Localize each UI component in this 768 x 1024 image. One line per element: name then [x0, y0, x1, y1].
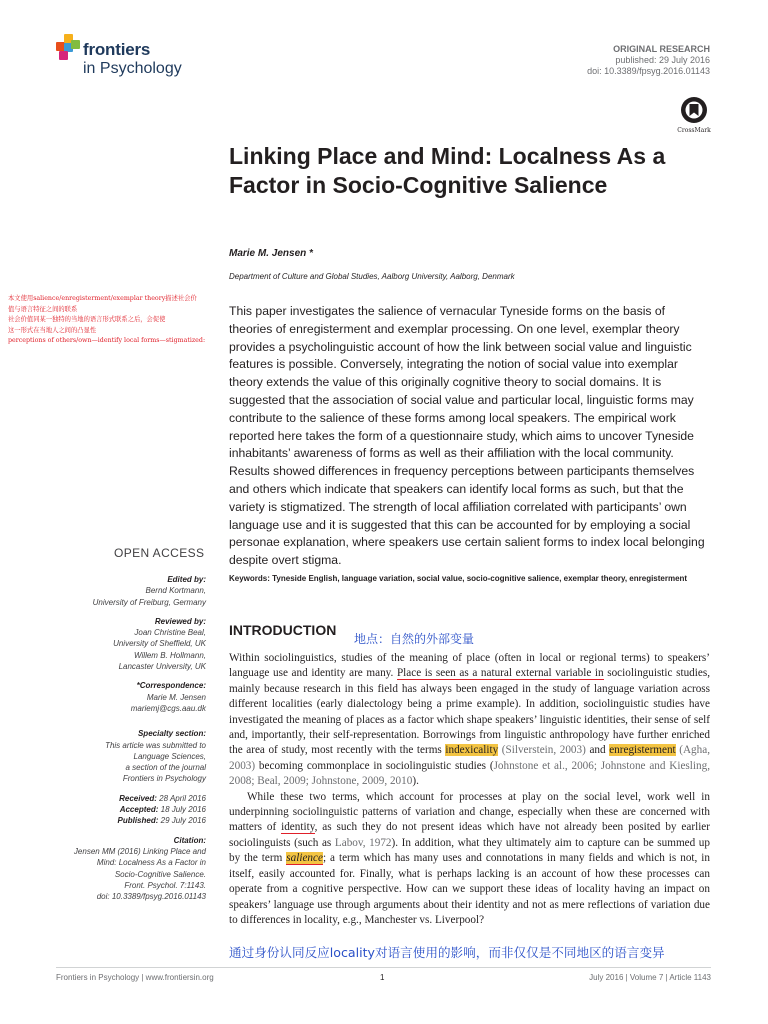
- logo-text-frontiers: frontiers: [83, 40, 151, 59]
- margin-annotation-line: 社会价值同某一独特的当地的语言形式联系之后，会促使: [8, 316, 166, 323]
- keywords: [229, 573, 710, 585]
- article-type: ORIGINAL RESEARCH: [613, 44, 710, 54]
- article-title: Linking Place and Mind: Localness As a Factor in Socio-Cognitive Salience: [229, 143, 666, 198]
- logo-text-journal: in Psychology: [83, 60, 182, 77]
- footer-divider: [56, 967, 711, 968]
- keywords-list: Tyneside English, language variation, social value, socio-cognitive salience, exemplar theory, enregisterment: [272, 574, 688, 583]
- introduction-body: [229, 651, 710, 928]
- received-date: [74, 793, 206, 804]
- editor-line: Bernd Kortmann,: [145, 586, 206, 596]
- specialty-line: a section of the journal: [125, 763, 206, 773]
- published-date: published: 29 July 2016: [615, 55, 710, 65]
- citation-line: Front. Psychol. 7:1143.: [124, 880, 206, 890]
- citation-line: Socio-Cognitive Salience.: [114, 869, 206, 879]
- margin-annotation-line: 本文使用salience/enregisterment/exemplar theory描述社会价: [8, 295, 197, 302]
- specialty-label: Specialty section:: [137, 729, 206, 739]
- accepted-date: [74, 804, 206, 815]
- citation-doi[interactable]: doi: 10.3389/fpsyg.2016.01143: [96, 892, 206, 902]
- citation-line: Jensen MM (2016) Linking Place and: [73, 846, 206, 856]
- author-name[interactable]: Marie M. Jensen *: [229, 248, 313, 259]
- reviewer-line: University of Sheffield, UK: [113, 639, 206, 649]
- introduction-annotation: 地点：自然的外部变量: [354, 632, 475, 646]
- crossmark-icon: [676, 95, 712, 135]
- citation-line: Mind: Localness As a Factor in: [96, 858, 206, 868]
- highlighted-term: indexicality: [445, 744, 499, 757]
- article-info-sidebar: [74, 574, 206, 902]
- reviewer-line: Joan Christine Beal,: [134, 628, 206, 638]
- footer-journal[interactable]: Frontiers in Psychology | www.frontiersin.org: [56, 973, 214, 982]
- specialty-line: This article was submitted to: [105, 740, 206, 750]
- abstract: This paper investigates the salience of vernacular Tyneside forms on the basis of theories of enregisterment and exemplar processing. On one level, exemplar theory provides a psycholinguistic account of how the link between social value and linguistic features is possible. Conversely, integrating the notion of social value into exemplar theory extends the value of this originally cognitive theory to social domains. It is suggested that the association of social value and particular local, linguistic forms may contribute to the salience of these forms among local speakers. The empirical work reported here takes the form of a questionnaire study, which aims to uncover Tyneside inhabitants’ awareness of forms as well as their affiliation with the local community. Results showed differences in frequency perceptions between participants themselves and others which indicate that speakers can identify local forms as such, but that the variety is stigmatized. The strength of local affiliation correlated with participants’ own language use and it is suggested that this can be accounted for by employing a social personae explanation, where speakers use certain salient forms to index local belonging despite overt stigma.: [229, 304, 705, 568]
- specialty-line: Language Sciences,: [133, 751, 206, 761]
- frontiers-logo-icon: [56, 34, 80, 60]
- specialty-line: Frontiers in Psychology: [122, 774, 206, 784]
- published-value: 29 July 2016: [160, 816, 206, 826]
- reviewer-line: Lancaster University, UK: [118, 662, 206, 672]
- citation-link[interactable]: Johnstone et al., 2006; Johnstone and Kiesling, 2008; Beal, 2009; Johnstone, 2009, 2010: [229, 759, 710, 788]
- crossmark-label: CrossMark: [677, 127, 711, 134]
- citation-link[interactable]: (Silverstein, 2003): [498, 744, 586, 757]
- crossmark-badge[interactable]: [676, 95, 712, 135]
- paragraph: While these two terms, which account for processes at play on the social level, work well in underpinning sociolinguistic patterns of variation and change, especially when these are concerned with matters of identity, as such they do not present ideas which have not already been posited by earlier sociolinguists (such as Labov, 1972). In addition, what they ultimately aim to capture can be summed up by the term salience; a term which has many uses and connotations in many fields and which is not, in itself, easily accounted for. Finally, what is perhaps lacking is an account of how these processes can operate from a cognitive perspective. How can we support these ideas of locality having an impact on speakers’ language use through arguments about their identity and not as mere reflections of variation due to differences in locality, e.g., Manchester vs. Liverpool?: [229, 790, 710, 926]
- citation-link[interactable]: Labov, 1972: [334, 836, 392, 849]
- underlined-text: Place is seen as a natural external variable in: [396, 667, 604, 680]
- edited-by-label: Edited by:: [167, 575, 206, 584]
- open-access-label: OPEN ACCESS: [114, 546, 205, 560]
- footer-issue: July 2016 | Volume 7 | Article 1143: [589, 973, 711, 982]
- highlighted-term: salience: [286, 852, 323, 865]
- citation-link[interactable]: (Agha, 2003): [229, 744, 711, 772]
- received-label: Received:: [119, 793, 157, 803]
- keywords-label: Keywords:: [229, 574, 270, 583]
- received-value: 28 April 2016: [159, 793, 206, 803]
- paragraph: Within sociolinguistics, studies of the meaning of place (often in local or regional terms) to speakers’ language use and identity are many. Place is seen as a natural external variable in sociolinguistic studies, mainly because research in this field has always been engaged in the study of language variation across different localities (early dialectology being a prime example). In addition, sociolinguistic studies have investigated the meaning of places as a factor which shape speakers’ linguistic identities, their sense of self and, importantly, their self-representation. Borrowings from linguistic anthropology have further enriched the area of study, most recently with the terms indexicality (Silverstein, 2003) and enregisterment (Agha, 2003) becoming commonplace in sociolinguistic studies (Johnstone et al., 2006; Johnstone and Kiesling, 2008; Beal, 2009; Johnstone, 2009, 2010).: [229, 652, 711, 788]
- margin-annotation: [8, 294, 218, 347]
- highlighted-term: enregisterment: [609, 744, 676, 757]
- correspondence-name: Marie M. Jensen: [146, 692, 206, 702]
- underlined-text: identity: [281, 821, 315, 834]
- citation-label: Citation:: [173, 835, 206, 845]
- reviewer-line: Willem B. Hollmann,: [134, 650, 206, 660]
- margin-annotation-line: 值与语言特征之间的联系: [8, 305, 78, 313]
- page-number: 1: [380, 973, 385, 982]
- editor-line: University of Freiburg, Germany: [92, 597, 206, 607]
- published-label: Published:: [117, 816, 159, 826]
- margin-annotation-line: perceptions of others/own—identify local forms—stigmatized:: [8, 337, 206, 344]
- accepted-value: 18 July 2016: [160, 805, 206, 815]
- bottom-annotation: 通过身份认同反应locality对语言使用的影响，而非仅仅是不同地区的语言变异: [229, 945, 665, 960]
- article-meta-header: [587, 44, 710, 77]
- section-heading-introduction: INTRODUCTION: [229, 622, 337, 638]
- margin-annotation-line: 这一形式在当地人之间的凸显性: [8, 326, 97, 334]
- published-date-left: [74, 815, 206, 826]
- correspondence-email[interactable]: mariemj@cgs.aau.dk: [130, 703, 206, 713]
- accepted-label: Accepted:: [119, 805, 159, 815]
- doi-link[interactable]: doi: 10.3389/fpsyg.2016.01143: [587, 66, 710, 76]
- journal-logo[interactable]: [56, 32, 206, 80]
- reviewed-by-label: Reviewed by:: [154, 616, 206, 626]
- author-affiliation: Department of Culture and Global Studies, Aalborg University, Aalborg, Denmark: [229, 272, 515, 281]
- correspondence-label: *Correspondence:: [136, 681, 206, 691]
